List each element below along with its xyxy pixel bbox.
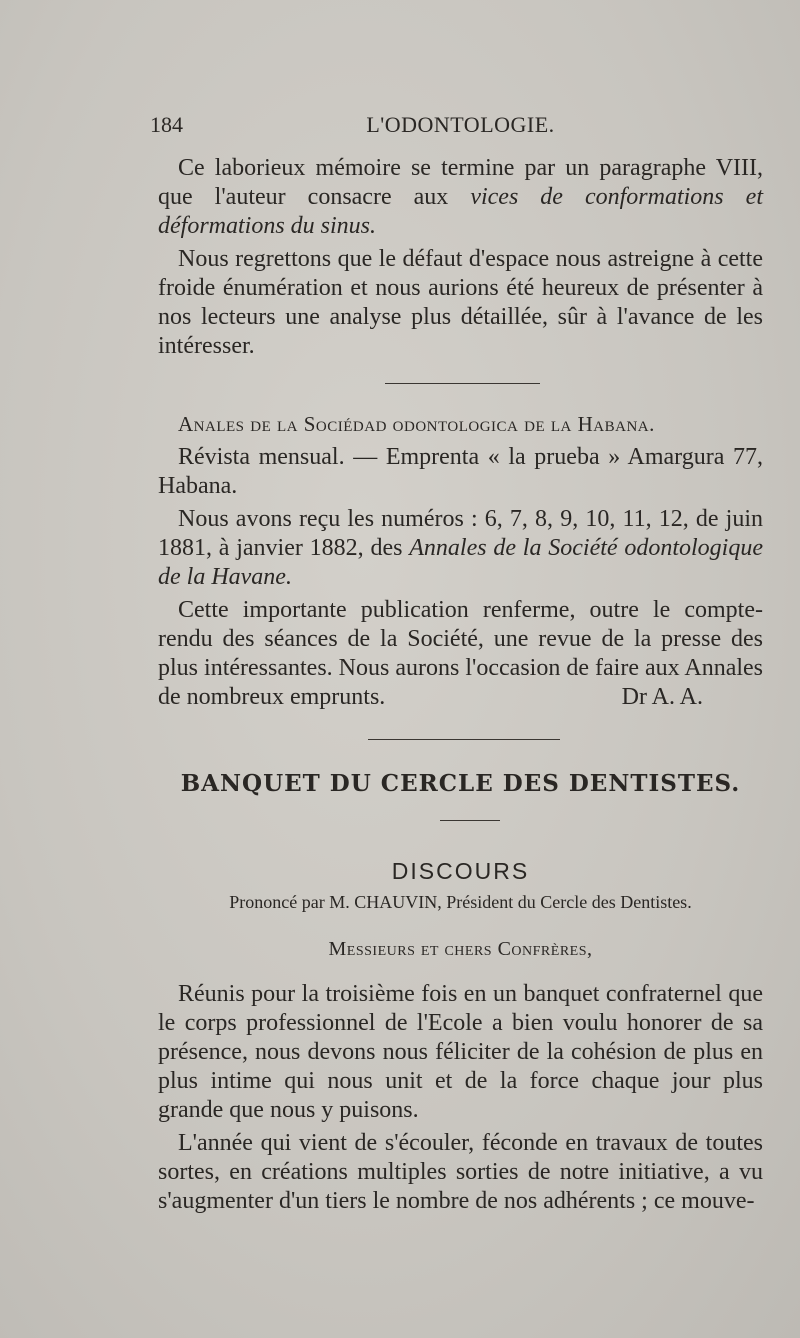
section-divider-long <box>368 739 560 740</box>
review-publication-line: Révista mensual. — Emprenta « la prueba » Amargura 77, Habana. <box>158 444 763 499</box>
paragraph-regret: Nous regrettons que le défaut d'espace nous astreigne à cette froide énumération et nous aurions été heureux de présenter à nos lecteurs une analyse plus détaillée, sûr à l'avance de les intéresser. <box>158 246 763 359</box>
running-header <box>150 112 763 142</box>
salutation: Messieurs et chers Confrères, <box>328 938 593 960</box>
text-span: Nous avons reçu les numéros : 6, 7, 8, 9, 10, 11, 12, de juin 1881, à janvier 1882, des <box>158 506 763 561</box>
italic-title: Annales de la Société odontologique de la Havane. <box>158 535 764 590</box>
italic-title: vices de conformations et déformations du sinus. <box>158 184 763 239</box>
text-span: Cette importante publication renferme, outre le compte-rendu des séances de la Société, une revue de la presse des plus intéressantes. Nous aurons l'occasion de faire aux Annales de nombreux emprunts. <box>158 597 763 710</box>
discours-heading: DISCOURS <box>391 858 530 884</box>
section-divider <box>385 383 540 384</box>
paragraph-annee: L'année qui vient de s'écouler, féconde en travaux de toutes sortes, en créations multiples sorties de notre initiative, a vu s'augmenter d'un tiers le nombre de nos adhérents ; ce mouve- <box>158 1130 763 1214</box>
paragraph-numeros <box>158 505 763 592</box>
running-title: L'ODONTOLOGIE. <box>366 112 555 137</box>
byline: Prononcé par M. CHAUVIN, Président du Cercle des Dentistes. <box>229 892 692 912</box>
review-heading: Anales de la Sociédad odontologica de la Habana. <box>178 412 655 436</box>
page-number: 184 <box>150 112 183 137</box>
discours-body <box>158 980 763 1216</box>
paragraph-memoire-end <box>158 154 763 241</box>
banquet-title: BANQUET DU CERCLE DES DENTISTES. <box>180 770 741 797</box>
text-span: Ce laborieux mémoire se termine par un paragraphe VIII, que l'auteur consacre aux <box>158 155 763 210</box>
paragraph-reunis: Réunis pour la troisième fois en un banquet confraternel que le corps professionnel de l'Ecole a bien voulu honorer de sa présence, nous devons nous féliciter de la cohésion de plus en plus intime qui nous unit et de la force chaque jour plus grande que nous y puisons. <box>158 981 763 1123</box>
review-habana <box>158 410 763 712</box>
short-divider <box>440 820 500 821</box>
memoire-conclusion <box>158 154 763 361</box>
paragraph-publication <box>158 596 763 712</box>
signature: Dr A. A. <box>621 684 703 710</box>
